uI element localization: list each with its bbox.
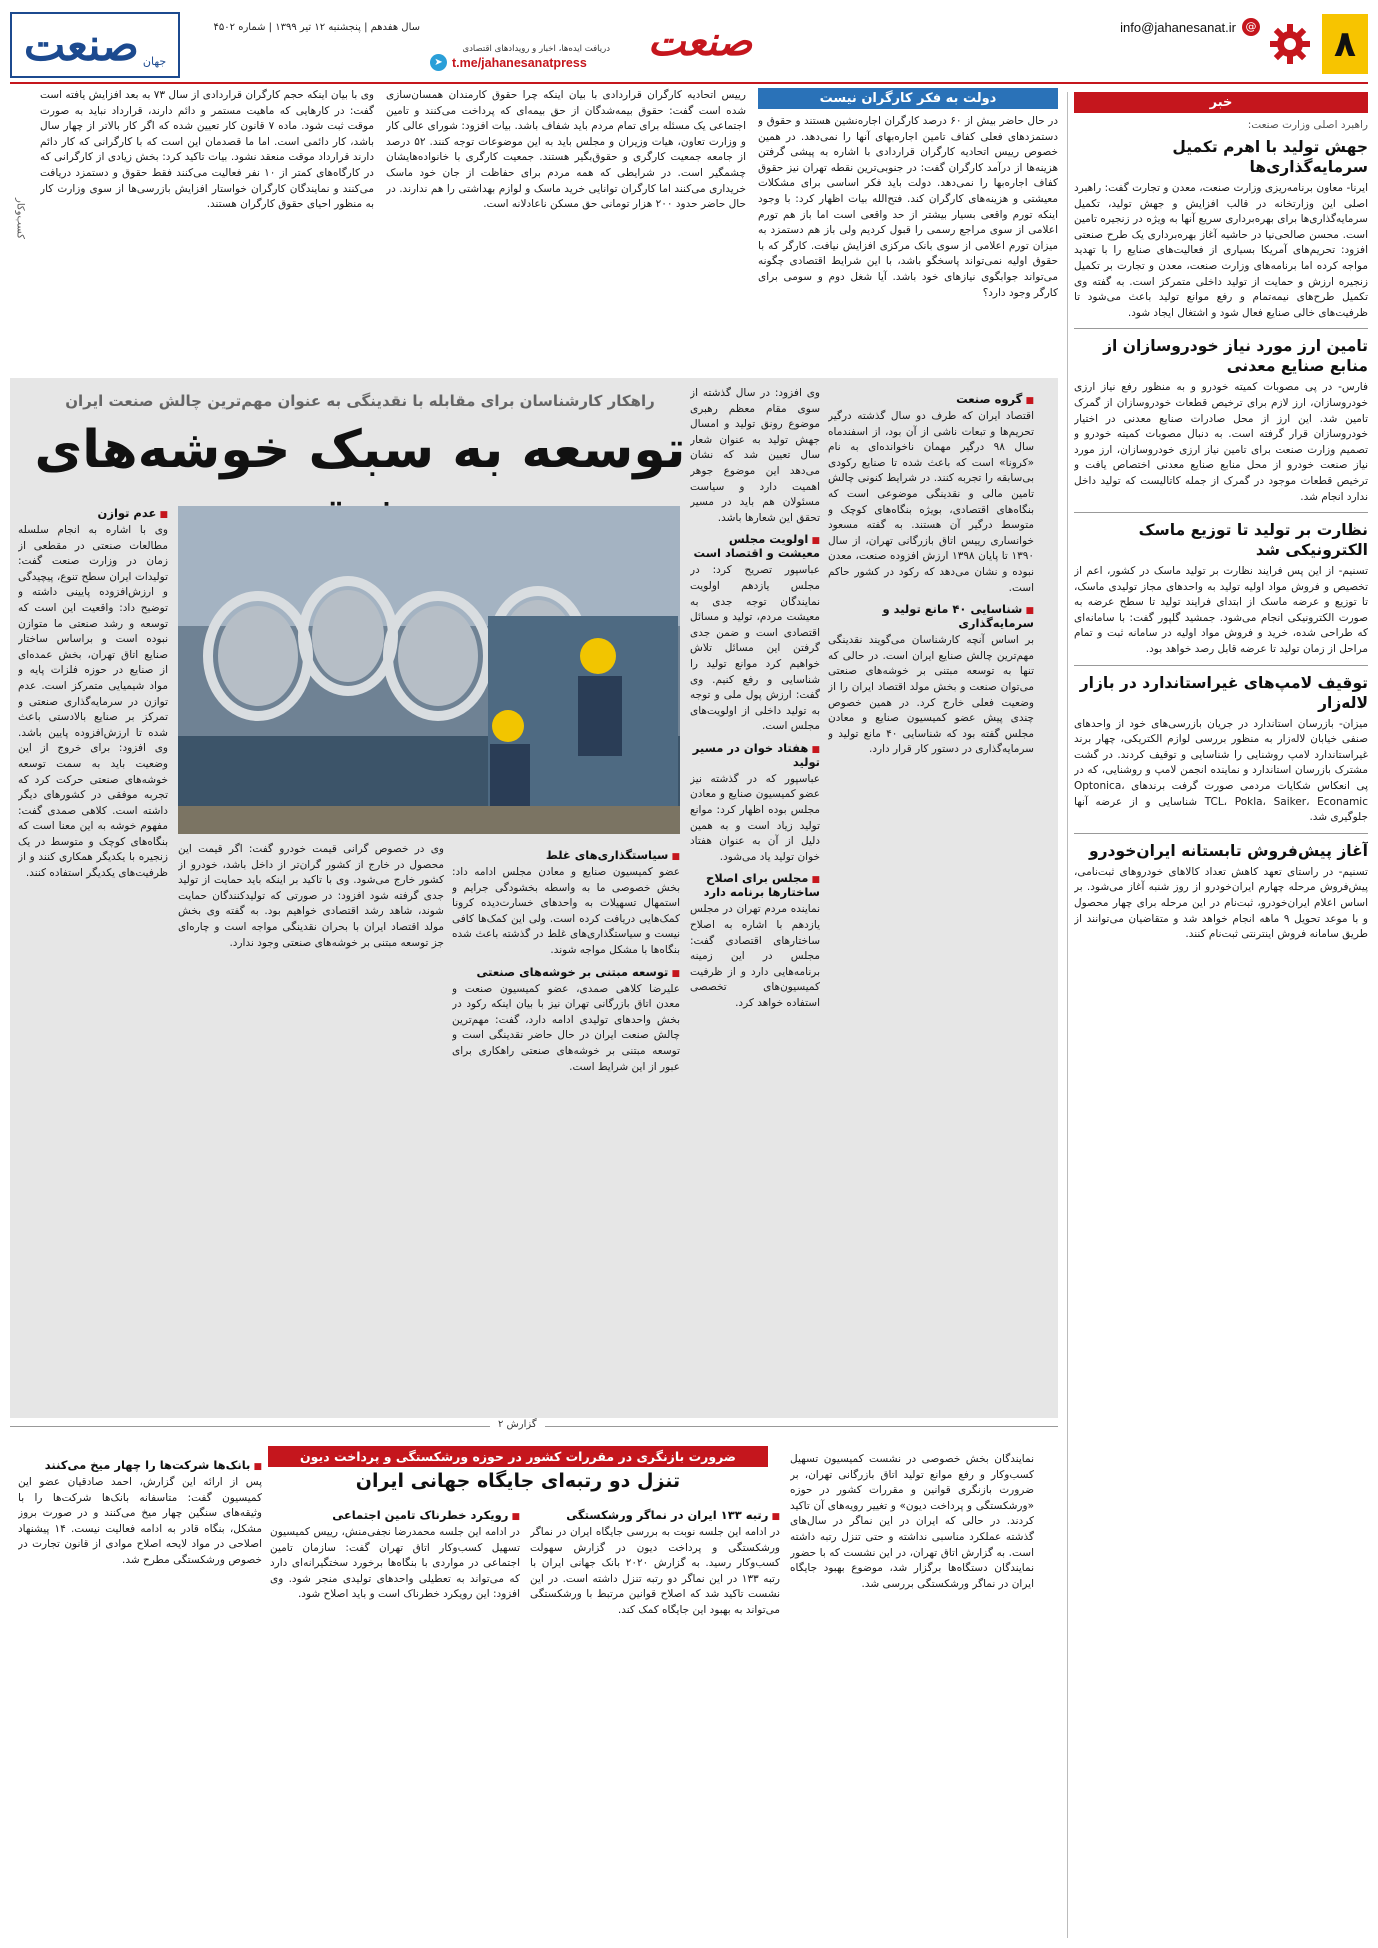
telegram-handle[interactable]: t.me/jahanesanatpress: [452, 55, 587, 70]
report-label: گزارش ۲: [490, 1419, 545, 1430]
top-article-col1: [758, 88, 1058, 374]
news-separator: [1074, 328, 1368, 329]
section-side-label-text: کسب‌وکار: [14, 197, 26, 239]
news-title: نظارت بر تولید تا توزیع ماسک الکترونیکی شد: [1138, 521, 1368, 560]
news-item: [1074, 336, 1368, 505]
news-text: فارس- در پی مصوبات کمیته خودرو و به منظور رفع نیاز ارزی خودروسازان، ارز لازم برای ترخیص قطعات خودروسازان از گمرک تامین شد. این ارز از محل صادرات صنایع معدنی در اختیار خودروسازان قرار گرفته است. به دنبال مصوبات کمیته خودرو و تصمیم وزارت صنعت برای تامین نیاز ارزی خودروسازان، ارز مورد نیاز صنعت خودرو از محل منابع صنایع معدنی اختصاص یافت و ترخیص قطعات موجود در گمرک از جمله کاتالیست که تولید داخل ندارد انجام شد.: [1074, 381, 1368, 503]
news-separator: [1074, 833, 1368, 834]
news-title: آغاز پیش‌فروش تابستانه ایران‌خودرو: [1088, 841, 1368, 860]
section-side-label: [10, 148, 30, 288]
bottom-subhead: ■ رویکرد خطرناک تامین اجتماعی: [270, 1508, 520, 1522]
main-text: اقتصاد ایران که طرف دو سال گذشته درگیر تحریم‌ها و تبعات ناشی از آن بود، از اسفندماه سال ۹۸ درگیر مهمان ناخوانده‌ای به نام «کرونا» است که باعث شده تا صنایع رکودی بی‌سابقه را تجربه کنند. در شرایط کنونی چالش تامین مالی و نقدینگی موضوعی است که بنگاه‌های اقتصادی، بویژه بنگاه‌های کوچک و متوسط درگیر آن هستند. به گفته مسعود خوانساری رییس اتاق بازرگانی تهران، از سال ۱۳۹۰ تا پایان ۱۳۹۸ ارزش افزوده صنعت، معدن نبوده و نشان می‌دهد که رکود در کشور حاکم است.: [828, 410, 1034, 594]
page-number-tag: [1322, 14, 1368, 74]
bottom-text: در ادامه این جلسه محمدرضا نجفی‌منش، رییس کمیسیون تسهیل کسب‌وکار اتاق تهران گفت: سازمان تامین اجتماعی در مواردی با بنگاه‌ها برخورد سختگیرانه‌ای دارد که می‌تواند به تعطیلی واحدهای تولیدی منجر شود. وی افزود: این رویکرد خطرناک است و باید اصلاح شود.: [270, 1526, 520, 1601]
top-article-text: در حال حاضر بیش از ۶۰ درصد کارگران اجاره‌نشین هستند و حقوق و دستمزدهای فعلی کفاف تامین اجاره‌بهای آنها را نمی‌دهد. در همین خصوص رییس اتحادیه کارگران قراردادی با اشاره به پیشی گرفتن هزینه‌ها از درآمد کارگران گفت: در جنوبی‌ترین نقطه تهران نیز حقوق کفاف اجاره‌بها را نمی‌دهد. دولت باید فکر اساسی برای مشکلات معیشتی و هزینه‌های کارگران کند. فتح‌الله بیات اظهار کرد: با وجود اینکه تورم واقعی بسیار بیشتر از حد واقعی است اما باز هم تورم اعلامی از سوی مراجع رسمی را قبول کردیم ولی باز هم دستمزد به میزان تورم اعلامی از سوی بانک مرکزی افزایش نیافت. کارگر که با حقوق اولیه نمی‌تواند پاسخگو باشد، با این شرایط اقتصادی چگونه می‌تواند جوابگوی نیازهای خود باشد. آیا شغل دوم و سومی برای کارگر وجود دارد؟: [758, 115, 1058, 299]
main-subhead: ■ سیاستگذاری‌های غلط: [452, 848, 680, 862]
main-kicker: راهکار کارشناسان برای مقابله با نقدینگی به عنوان مهم‌ترین چالش صنعت ایران: [65, 392, 655, 410]
telegram-block[interactable]: [430, 44, 610, 78]
column-rule: [1067, 92, 1068, 1938]
email-block[interactable]: [1120, 16, 1260, 38]
main-title: توسعه به سبک خوشه‌های: [34, 420, 686, 480]
bottom-subhead: ■ بانک‌ها شرکت‌ها را چهار میخ می‌کنند: [18, 1458, 262, 1472]
section-logo: [610, 18, 790, 74]
main-text: عباسپور تصریح کرد: در مجلس یازدهم اولویت نمایندگان توجه جدی به معیشت مردم، تولید و مسائل اقتصادی است و ضمن جدی گرفتن این مسائل تلاش خواهیم کرد موانع تولید را شناسایی و رفع کنیم. وی گفت: ارزش پول ملی و توجه به تولید داخلی از اولویت‌های مجلس است.: [690, 564, 820, 733]
bottom-text: پس از ارائه این گزارش، احمد صادقیان عضو این کمیسیون گفت: متاسفانه بانک‌ها شرکت‌ها را با وثیقه‌های سنگین چهار میخ می‌کنند و در صورت بروز مشکل، بنگاه قادر به ادامه فعالیت نیست. ۱۴ پیشنهاد اصلاحی در مواد لایحه اصلاح موادی از قانون تجارت در خصوص ورشکستگی مطرح شد.: [18, 1476, 262, 1566]
page-number: ۸: [1334, 23, 1356, 65]
masthead-logo: [10, 12, 180, 78]
top-article: [10, 88, 1058, 374]
main-text: بر اساس آنچه کارشناسان می‌گویند نقدینگی مهم‌ترین چالش صنایع ایران است. در حالی که تنها به توسعه مبتنی بر خوشه‌های صنعتی می‌توان صنعت و بخش مولد اقتصاد ایران را از وضعیت فعلی خارج کرد. در همین خصوص چندی پیش عضو کمیسیون صنایع و معادن مجلس گفته بود که شناسایی ۴۰ مانع تولید و سرمایه‌گذاری در دستور کار قرار دارد.: [828, 634, 1034, 756]
main-col-d: [178, 842, 444, 1406]
news-kicker: راهبرد اصلی وزارت صنعت:: [1247, 119, 1368, 131]
section-logo-text: صنعت: [647, 18, 753, 65]
top-article-col3: [40, 88, 374, 374]
bottom-col-3: [270, 1502, 520, 1932]
gear-icon: [1268, 22, 1312, 66]
news-text: میزان- بازرسان استاندارد در جریان بازرسی‌های خود از واحدهای صنفی خیابان لاله‌زار به منظور بررسی لوازم الکتریکی، چهار برند غیراستاندارد لامپ روشنایی را شناسایی و توقیف کردند. در گشت مشترک بازرسان استاندارد و نماینده انجمن لامپ و روشنایی، که در پی انعکاس شکایات مردمی صورت گرفت برندهای Optonica، TCL، Pokla، Saiker، Econamic شناسایی و از عرضه آنها جلوگیری شد.: [1074, 717, 1368, 824]
news-item: [1074, 841, 1368, 943]
main-col-b: [690, 386, 820, 1406]
main-col-e: [18, 500, 168, 1406]
masthead-sub: جهان: [142, 55, 167, 68]
telegram-icon: ➤: [430, 54, 447, 71]
bottom-text: در ادامه این جلسه نوبت به بررسی جایگاه ایران در نماگر ورشکستگی و پرداخت دیون در گزارش سهولت کسب‌وکار رسید. به گزارش ۲۰۲۰ بانک جهانی ایران با رتبه ۱۳۳ در این نماگر دو رتبه تنزل داشته است. در این نشست تاکید شد که اصلاح قوانین مرتبط با ورشکستگی می‌تواند به بهبود این جایگاه کمک کند.: [530, 1526, 780, 1616]
top-article-text: رییس اتحادیه کارگران قراردادی با بیان اینکه چرا حقوق کارمندان همسان‌سازی شده است گفت: حقوق بیمه‌شدگان از حق بیمه‌ای که پرداخت می‌کنند و تامین اجتماعی یک مسئله برای تمام مردم باید شفاف باشد. بیات افزود: شورای عالی کار و وزارت تعاون، هیات وزیران و مجلس باید به این موضوعات توجه کنند. ۵۲ درصد از جامعه جمعیت کارگری و حقوق‌بگیر هستند. جمعیت کارگری با خانواده‌هایشان چشمگیر است. در شرایطی که همه مردم برای حفاظت از جان خود ماسک خریداری می‌کنند اما کارگران توانایی خرید ماسک و لوازم بهداشتی را هم ندارند. در حال حاضر حدود ۲۰۰ هزار تومانی حق مسکن ناعادلانه است.: [386, 89, 746, 211]
issue-info: سال هفدهم | پنجشنبه ۱۲ تیر ۱۳۹۹ | شماره ۴۵۰۲: [213, 22, 420, 33]
news-text: ایرنا- معاون برنامه‌ریزی وزارت صنعت، معدن و تجارت گفت: راهبرد اصلی این وزارتخانه در قالب افزایش و جهش تولید، تکمیل سرمایه‌گذاری‌ها برای بهره‌برداری سریع آنها به ویژه در زنجیره تامین است. محسن صالحی‌نیا در حاشیه آغاز بهره‌برداری یک طرح صنعتی افزود: تحریم‌های آمریکا بسیاری از فعالیت‌های صنایع را با تهدید مواجه کرده اما برنامه‌های وزارت صنعت، معدن و تجارت بر تکمیل زنجیره ارزش و حمایت از تولید داخلی متمرکز است. به گفته وی تکمیل طرح‌های نیمه‌تمام و رفع موانع تولید باعث می‌شود تا ظرفیت‌های خالی صنایع فعال شود و اشتغال ایجاد شود.: [1074, 182, 1368, 319]
bottom-col-2: [530, 1502, 780, 1932]
news-text: تسنیم- در راستای تعهد کاهش تعداد کالاهای خودروهای ثبت‌نامی، پیش‌فروش مرحله چهارم ایران‌خودرو از روز شنبه آغاز می‌شود. بر اساس اعلام ایران‌خودرو، ثبت‌نام در این مرحله برای چهار محصول و با موعد تحویل ۹ ماهه انجام خواهد شد و متقاضیان می‌توانند از طریق سامانه فروش اینترنتی ثبت‌نام کنند.: [1074, 865, 1368, 941]
main-text: عباسپور که در گذشته نیز عضو کمیسیون صنایع و معادن مجلس بوده اظهار کرد: موانع تولید زیاد است و به همین دلیل از آن به عنوان هفتاد خوان تولید یاد می‌شود.: [690, 772, 820, 863]
news-separator: [1074, 512, 1368, 513]
main-subhead: ■ شناسایی ۴۰ مانع تولید و سرمایه‌گذاری: [828, 602, 1034, 630]
top-article-col2: [386, 88, 746, 374]
main-col-a: [828, 386, 1034, 1406]
news-item: [1074, 673, 1368, 826]
main-col-c: [452, 842, 680, 1406]
main-text: وی با اشاره به انجام سلسله مطالعات صنعتی در مقطعی از زمان در وزارت صنعت گفت: تولیدات ایران سطح تنوع، پیچیدگی و ارزش‌افزوده پایینی داشته و توضیح داد: واقعیت این است که توسعه و رشد صنعتی ما متوازن نبوده است و براساس ساختار صنایع اتاق تهران، بخش عمده‌ای از صنایع در حوزه فلزات پایه و مواد شیمیایی متمرکز است. عدم توازن در سرمایه‌گذاری صنعتی و تمرکز بر صنایع بالادستی باعث شده تا ارزش‌افزوده پایین باشد. وی افزود: برای خروج از این وضعیت باید به سمت توسعه خوشه‌های صنعتی حرکت کرد که تجربه موفقی در کشورهای دیگر داشته است. کلاهی صمدی گفت: مفهوم خوشه به این معنا است که بنگاه‌های کوچک و متوسط در یک زنجیره با یکدیگر همکاری کنند و از ظرفیت‌های یکدیگر استفاده کنند.: [18, 524, 168, 880]
news-text: تسنیم- از این پس فرایند نظارت بر تولید ماسک در کشور، اعم از تخصیص و فروش مواد اولیه تولید به واحدهای مجاز تولیدی ماسک، تا توزیع و عرضه ماسک از ابتدای فرایند تولید تا سطح عرضه به صورت الکترونیکی انجام می‌شود. جمشید گلپور گفت: با سامانه‌ای که طراحی شده، خرید و فروش مواد اولیه در سامانه ثبت و تمام مراحل از زمان تولید تا عرضه قابل رصد خواهد بود.: [1074, 565, 1368, 656]
main-subhead: ■ مجلس برای اصلاح ساختارها برنامه دارد: [690, 871, 820, 899]
bottom-col-1: [790, 1452, 1034, 1932]
main-subhead: ■ اولویت مجلس معیشت و اقتصاد است: [690, 532, 820, 560]
main-text: نماینده مردم تهران در مجلس یازدهم با اشاره به اصلاح ساختارهای اقتصادی گفت: مجلس در این زمینه برنامه‌هایی دارد و از ظرفیت کمیسیون‌های تخصصی استفاده خواهد کرد.: [690, 903, 820, 1009]
news-separator: [1074, 665, 1368, 666]
bottom-subhead: ■ رتبه ۱۳۳ ایران در نماگر ورشکستگی: [530, 1508, 780, 1522]
header-divider: [10, 82, 1368, 84]
main-subhead: ■ توسعه مبتنی بر خوشه‌های صنعتی: [452, 965, 680, 979]
main-text: علیرضا کلاهی صمدی، عضو کمیسیون صنعت و معدن اتاق بازرگانی تهران نیز با بیان اینکه رکود در بخش واحدهای تولیدی ادامه دارد، گفت: مهم‌ترین چالش صنعت ایران در حال حاضر نقدینگی است و توسعه مبتنی بر خوشه‌های صنعتی راهکاری برای عبور از این شرایط است.: [452, 982, 680, 1073]
news-title: توقیف لامپ‌های غیراستاندارد در بازار لاله‌زار: [1079, 673, 1368, 712]
main-intro-group: ■ گروه صنعت: [828, 392, 1034, 406]
mail-icon: @: [1242, 18, 1260, 36]
right-news-column: [1074, 92, 1368, 1938]
bottom-title: تنزل دو رتبه‌ای جایگاه جهانی ایران: [355, 1470, 681, 1492]
email-text[interactable]: info@jahanesanat.ir: [1120, 19, 1236, 35]
page-header: [10, 8, 1368, 82]
bottom-report-bar: [10, 1419, 1058, 1440]
bottom-text: نمایندگان بخش خصوصی در نشست کمیسیون تسهیل کسب‌وکار و رفع موانع تولید اتاق بازرگانی تهران، بر ضرورت بازنگری قوانین و مقررات کشور در حوزه «ورشکستگی و پرداخت دیون» و تغییر رویه‌های آن تاکید کردند. در حالی که ایران در این نماگر در سال‌های گذشته عملکرد مناسبی نداشته و حتی تنزل رتبه داشته است. به گزارش اتاق تهران، در این نشست که با حضور نمایندگان دستگاه‌ها برگزار شد، موضوع بهبود جایگاه ایران در نماگر ورشکستگی بررسی شد.: [790, 1453, 1034, 1590]
main-subhead: ■ هفتاد خوان در مسیر تولید: [690, 741, 820, 769]
bottom-kicker: ضرورت بازنگری در مقررات کشور در حوزه ورشکستگی و پرداخت دیون: [268, 1446, 768, 1467]
top-article-text: وی با بیان اینکه حجم کارگران قراردادی از سال ۷۳ به بعد افزایش یافته است گفت: در کارهایی که ماهیت مستمر و دائم دارند، قرارداد نباید به صورت موقت ثبت شود. ماده ۷ قانون کار تعیین شده که اگر کار بالاتر از چهار سال باشد، کار دائمی است. اما ما قصدمان این است که با کارگرانی که کار دائم دارند قرارداد موقت منعقد نشود. بیات تاکید کرد: بخش زیادی از کارگرانی که در کارگاه‌های کمتر از ۱۰ نفر فعالیت می‌کنند فقط حقوق و دستمزد دریافت می‌کنند و نمایندگان کارگران خواستار افزایش بازرسی‌ها از سوی وزارت کار به منظور احیای حقوق کارگران هستند.: [40, 89, 374, 211]
news-title: تامین ارز مورد نیاز خودروسازان از منابع صنایع معدنی: [1103, 337, 1368, 376]
news-item: [1074, 520, 1368, 658]
news-title: جهش تولید با اهرم تکمیل سرمایه‌گذاری‌ها: [1172, 138, 1368, 176]
bottom-col-4: [18, 1452, 262, 1932]
main-text: وی در خصوص گرانی قیمت خودرو گفت: اگر قیمت این محصول در خارج از کشور گران‌تر از داخل باشد، خودرو از کشور خارج می‌شود. وی با تاکید بر اینکه باید حمایت از تولید جدی گرفته شود افزود: در صورتی که تولیدکنندگان حمایت شوند، شاهد رشد اقتصادی خواهیم بود. به گفته وی بخش مولد اقتصاد ایران با بحران نقدینگی مواجه است و چاره‌ای جز توسعه مبتنی بر خوشه‌های صنعتی وجود ندارد.: [178, 843, 444, 949]
telegram-line1: دریافت ایده‌ها، اخبار و رویدادهای اقتصادی: [462, 44, 610, 54]
main-text: وی افزود: در سال گذشته از سوی مقام معظم رهبری موضوع رونق تولید و امسال جهش تولید به عنوان شعار سال تعیین شد که نشان می‌دهد این موضوع جوهر اهمیت دارد و سیاست مسئولان هم باید در مسیر تحقق این شعارها باشد.: [690, 387, 820, 524]
top-article-title: دولت به فکر کارگران نیست: [758, 88, 1058, 109]
main-subhead: ■ عدم توازن: [18, 506, 168, 520]
main-photo: [178, 506, 680, 834]
main-text: عضو کمیسیون صنایع و معادن مجلس ادامه داد: بخش خصوصی ما به واسطه بخشودگی جرایم و استمهال تسهیلات به ‌واحدهای خسارت‌دیده کرونا کمک‌هایی دریافت کرده است. ولی این کمک‌ها کافی نیست و سیاستگذاری‌های غلط در گذشته باعث شده بنگاه‌ها با مشکل مواجه شوند.: [452, 866, 680, 956]
news-label: خبر: [1074, 92, 1368, 113]
news-item: [1074, 119, 1368, 321]
masthead-text: صنعت: [23, 19, 139, 71]
